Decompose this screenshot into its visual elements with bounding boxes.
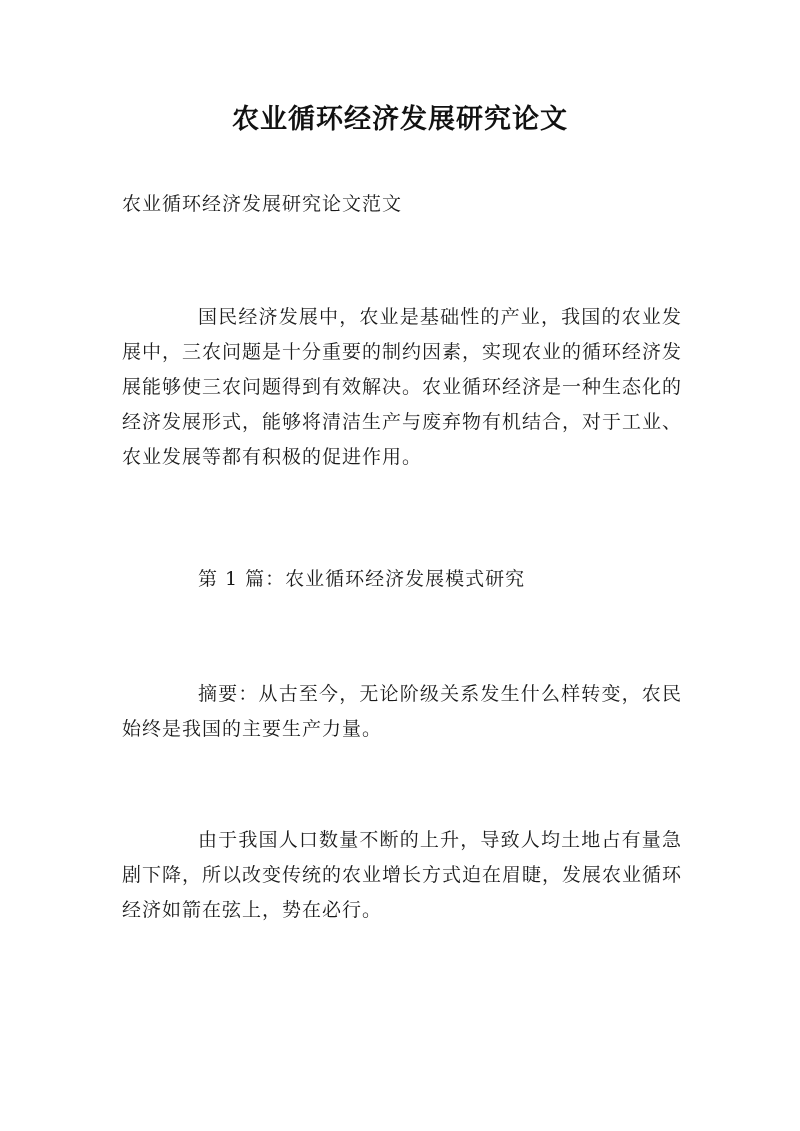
intro-paragraph: 国民经济发展中，农业是基础性的产业，我国的农业发展中，三农问题是十分重要的制约因素，实现农业的循环经济发展能够使三农问题得到有效解决。农业循环经济是一种生态化的经济发展形式，能够将清洁生产与废弃物有机结合，对于工业、农业发展等都有积极的促进作用。 xyxy=(122,306,683,468)
section-heading: 第 1 篇：农业循环经济发展模式研究 xyxy=(198,568,526,590)
document-subtitle: 农业循环经济发展研究论文范文 xyxy=(122,193,403,215)
body-paragraph: 由于我国人口数量不断的上升，导致人均土地占有量急剧下降，所以改变传统的农业增长方式迫在眉睫，发展农业循环经济如箭在弦上，势在必行。 xyxy=(122,829,683,921)
document-title: 农业循环经济发展研究论文 xyxy=(232,104,568,135)
abstract-paragraph: 摘要：从古至今，无论阶级关系发生什么样转变，农民始终是我国的主要生产力量。 xyxy=(122,683,682,740)
